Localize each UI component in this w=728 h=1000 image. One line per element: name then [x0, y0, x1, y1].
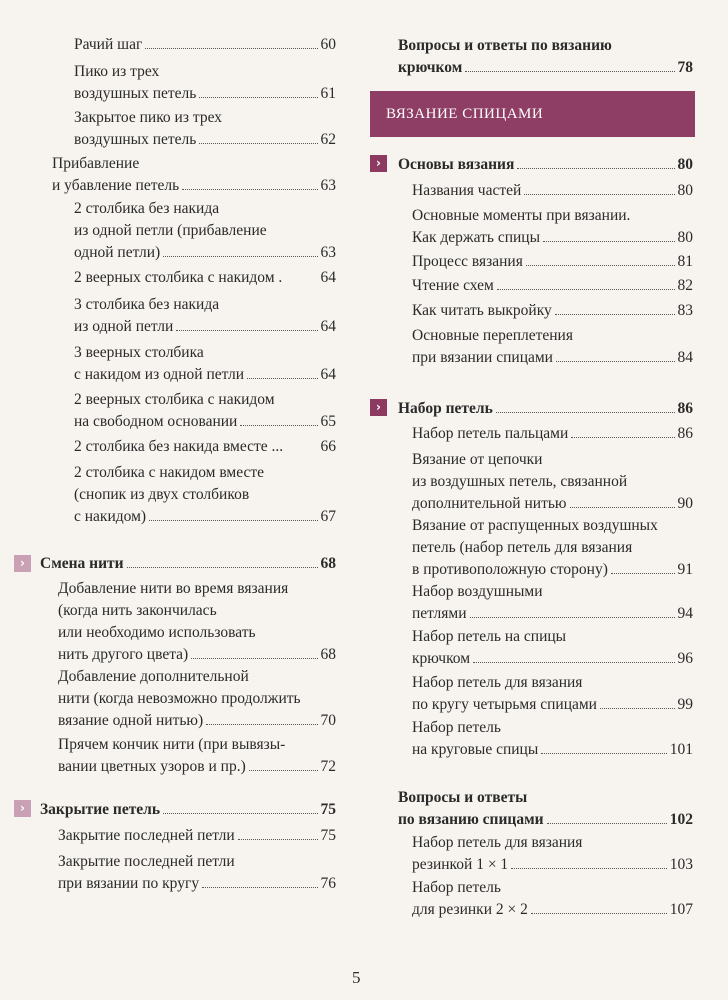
toc-section-heading: Вопросы и ответы по вязанию крючком 78: [398, 37, 693, 76]
toc-section-heading: Набор петель 86: [398, 400, 693, 417]
toc-entry: Добавление нити во время вязания (когда нить закончилась или необходимо использовать нить другого цвета) 68: [58, 580, 336, 663]
toc-section-heading: Смена нити 68: [40, 555, 336, 572]
toc-entry: Вязание от цепочки из воздушных петель, связанной дополнительной нитью 90: [412, 451, 693, 512]
toc-entry: Как читать выкройку 83: [412, 302, 693, 319]
toc-entry: 2 веерных столбика с накидом на свободном основании 65: [74, 391, 336, 430]
toc-section-heading: Основы вязания 80: [398, 156, 693, 173]
toc-entry: Основные моменты при вязании. Как держать спицы 80: [412, 207, 693, 246]
toc-entry: Пико из трех воздушных петель 61: [74, 63, 336, 102]
section-band: ВЯЗАНИЕ СПИЦАМИ: [370, 91, 695, 137]
toc-entry: 2 веерных столбика с накидом . 64: [74, 269, 336, 286]
toc-entry: Набор петель на спицы крючком 96: [412, 628, 693, 667]
toc-entry: Вязание от распущенных воздушных петель (набор петель для вязания в противоположную сторону) 91: [412, 517, 693, 578]
toc-entry: Названия частей 80: [412, 182, 693, 199]
toc-entry: Прибавление и убавление петель 63: [52, 155, 336, 194]
section-marker-icon: ›: [370, 399, 387, 416]
toc-entry: Закрытие последней петли 75: [58, 827, 336, 844]
toc-entry: Набор воздушными петлями 94: [412, 583, 693, 622]
toc-entry: Основные переплетения при вязании спицами 84: [412, 327, 693, 366]
toc-entry: 2 столбика с накидом вместе (снопик из двух столбиков с накидом) 67: [74, 464, 336, 525]
toc-entry: 2 столбика без накида вместе ... 66: [74, 438, 336, 455]
toc-entry: Рачий шаг 60: [74, 36, 336, 53]
toc-section-heading: Закрытие петель 75: [40, 801, 336, 818]
toc-entry: 3 столбика без накида из одной петли 64: [74, 296, 336, 335]
toc-entry: 2 столбика без накида из одной петли (прибавление одной петли) 63: [74, 200, 336, 261]
toc-entry: Добавление дополнительной нити (когда невозможно продолжить вязание одной нитью) 70: [58, 668, 336, 729]
toc-entry: 3 веерных столбика с накидом из одной петли 64: [74, 344, 336, 383]
page-number: 5: [352, 968, 361, 987]
toc-entry: Набор петель пальцами 86: [412, 425, 693, 442]
toc-entry: Закрытие последней петли при вязании по кругу 76: [58, 853, 336, 892]
section-marker-icon: ›: [370, 155, 387, 172]
toc-entry: Прячем кончик нити (при вывязы- вании цветных узоров и пр.) 72: [58, 736, 336, 775]
toc-entry: Набор петель для резинки 2 × 2 107: [412, 879, 693, 918]
toc-entry: Набор петель для вязания резинкой 1 × 1 103: [412, 834, 693, 873]
toc-entry: Набор петель для вязания по кругу четырьмя спицами 99: [412, 674, 693, 713]
section-marker-icon: ›: [14, 800, 31, 817]
toc-entry: Процесс вязания 81: [412, 253, 693, 270]
toc-entry: Набор петель на круговые спицы 101: [412, 719, 693, 758]
toc-section-heading: Вопросы и ответы по вязанию спицами 102: [398, 789, 693, 828]
section-marker-icon: ›: [14, 555, 31, 572]
toc-entry: Закрытое пико из трех воздушных петель 62: [74, 109, 336, 148]
toc-entry: Чтение схем 82: [412, 277, 693, 294]
